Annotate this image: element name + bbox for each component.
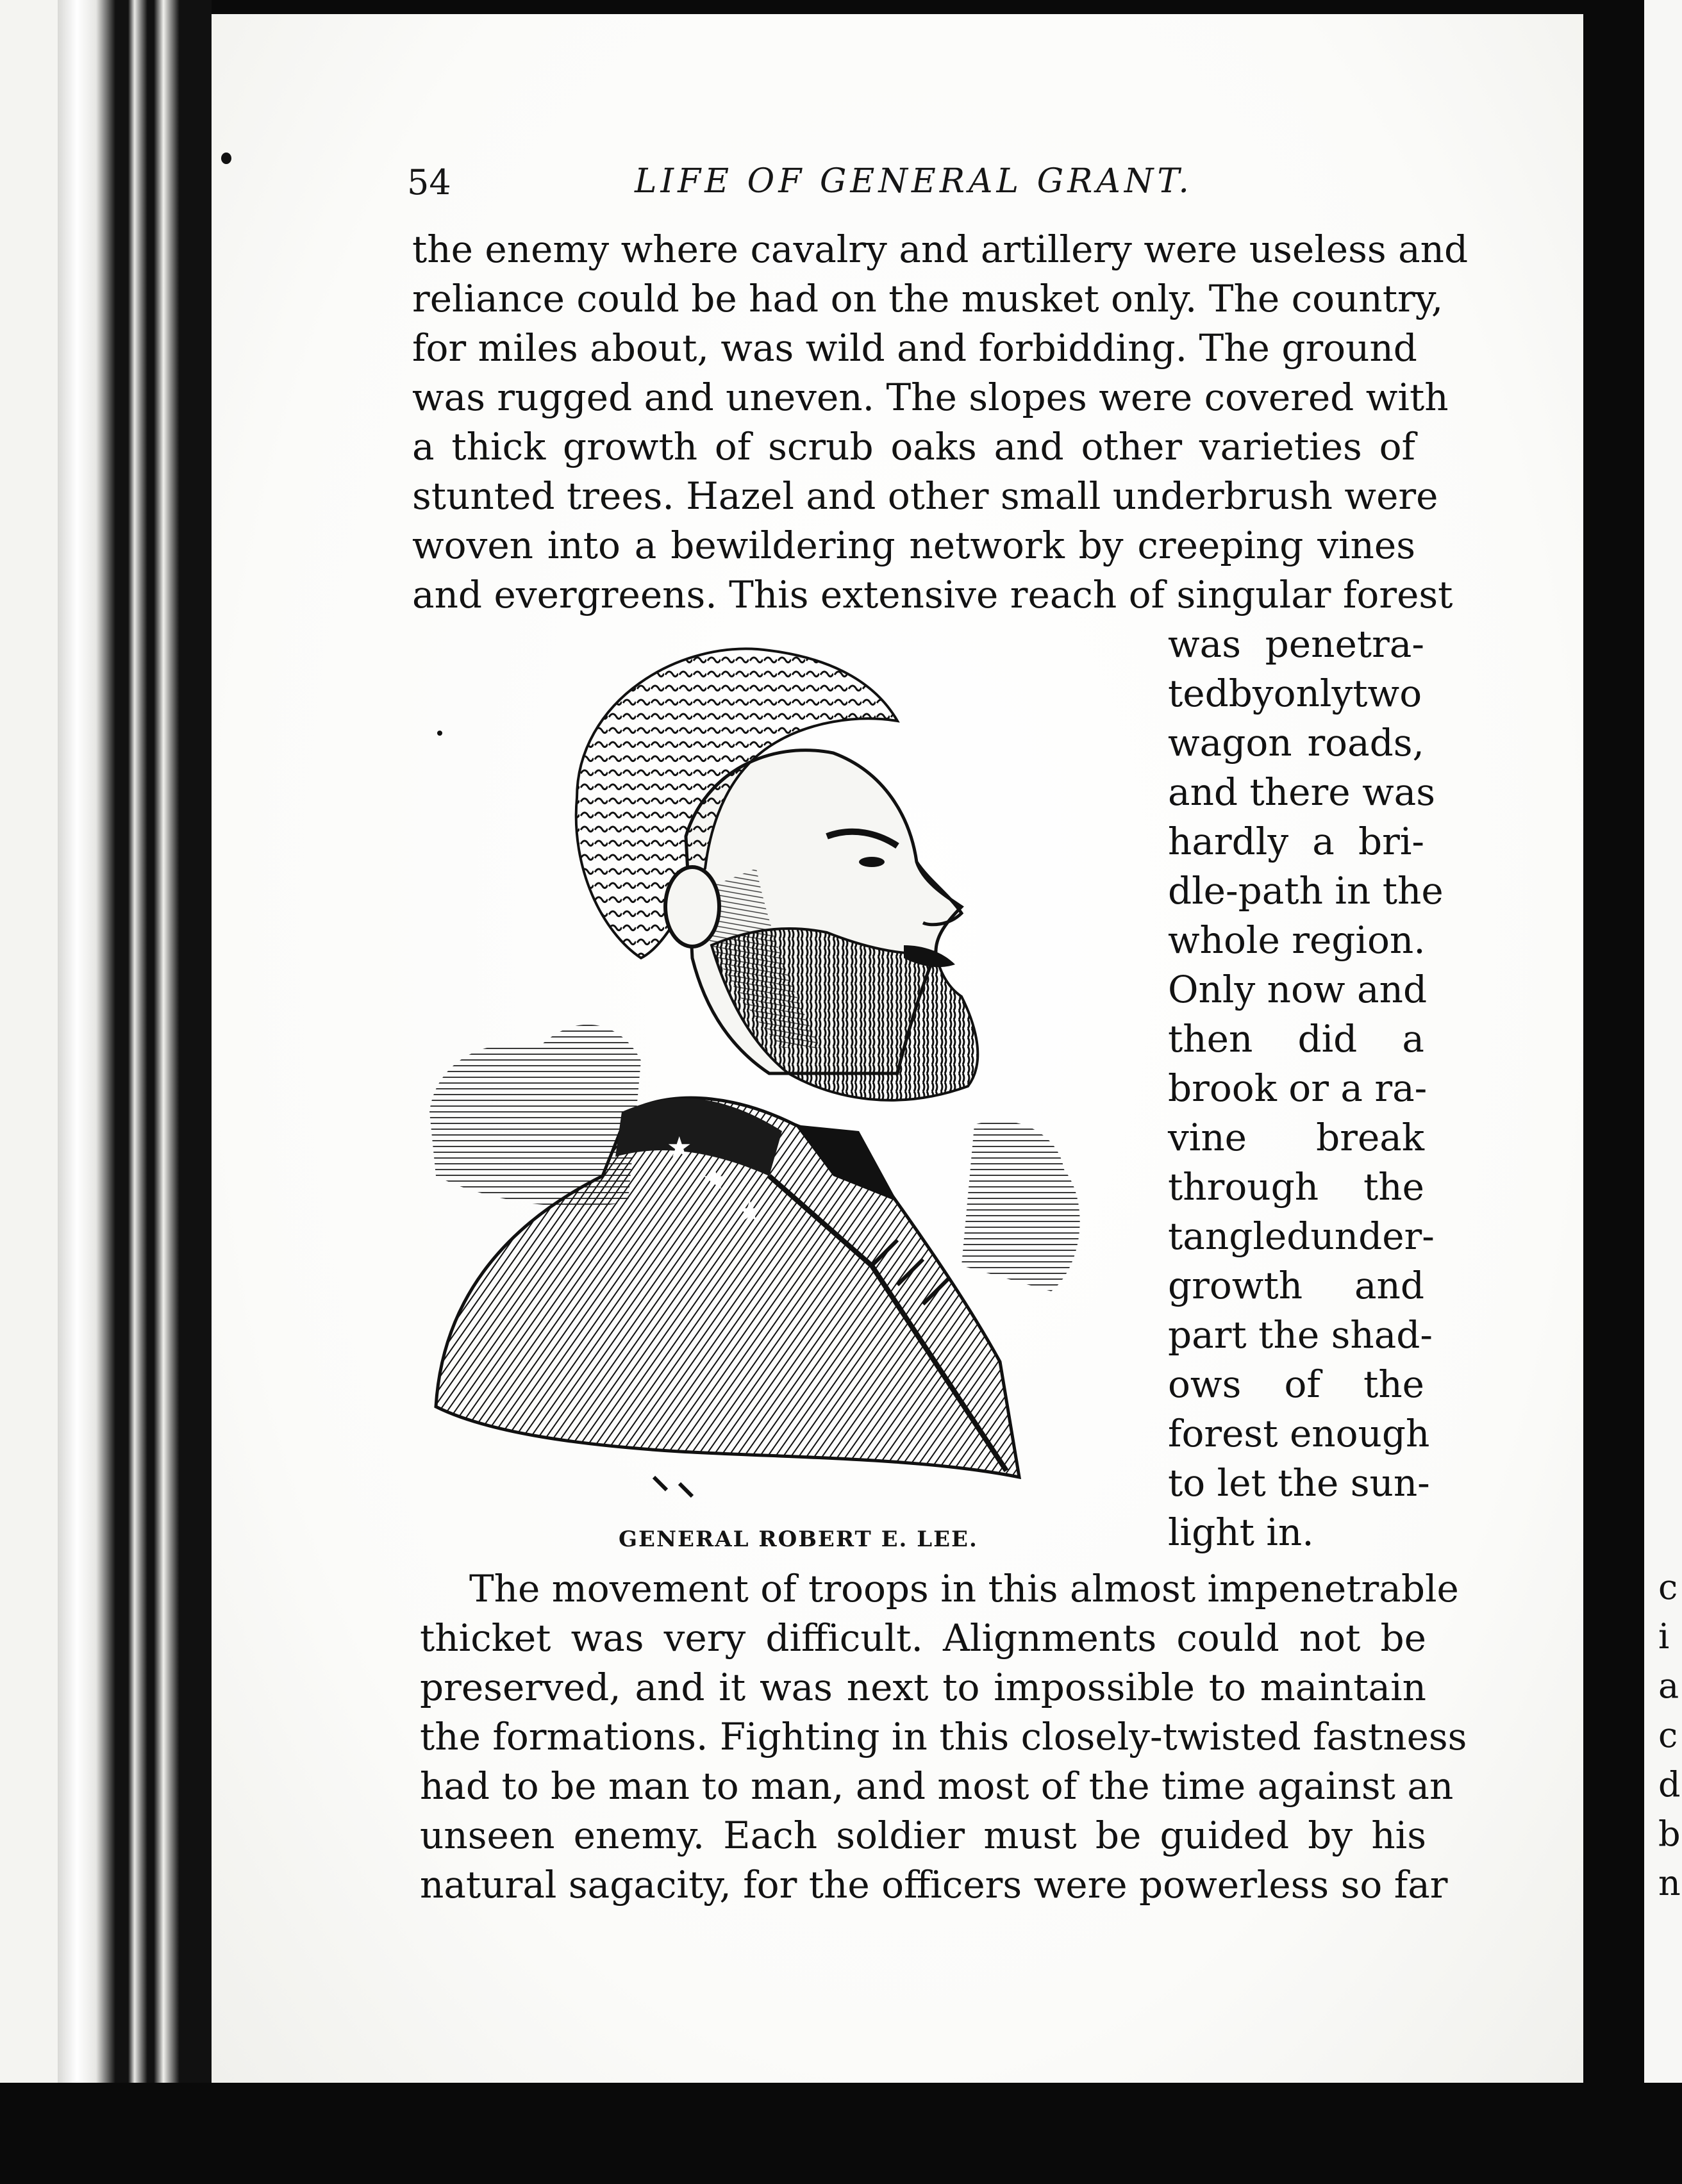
- collar-star-icon: ★: [737, 1195, 763, 1228]
- text-line: whole region.: [1168, 918, 1426, 962]
- text-line: to let the sun-: [1168, 1461, 1430, 1505]
- running-head: LIFE OF GENERAL GRANT.: [635, 162, 1193, 201]
- page-number: 54: [407, 162, 451, 203]
- text-line: tangledunder-: [1168, 1214, 1435, 1258]
- text-line: tedbyonlytwo: [1168, 672, 1422, 715]
- text-line: vine break: [1168, 1116, 1424, 1159]
- facing-page-strip: [1644, 0, 1682, 2184]
- text-line: through the: [1168, 1165, 1424, 1209]
- collar-star-icon: ★: [702, 1163, 728, 1196]
- facing-page-letter: i: [1658, 1616, 1670, 1657]
- book-spine-edge: [58, 0, 218, 2184]
- eye: [859, 857, 885, 867]
- text-line: unseen enemy. Each soldier must be guided by his: [420, 1814, 1426, 1857]
- text-line: light in.: [1168, 1510, 1314, 1554]
- text-line: part the shad-: [1168, 1313, 1433, 1357]
- text-line: reliance could be had on the musket only. The country,: [412, 277, 1444, 320]
- text-line: hardly a bri-: [1168, 820, 1424, 863]
- text-line: natural sagacity, for the officers were powerless so far: [420, 1863, 1448, 1907]
- facing-page-letter: a: [1658, 1666, 1679, 1706]
- text-line: ows of the: [1168, 1362, 1424, 1406]
- engraved-portrait: [410, 625, 1167, 1509]
- text-line: and there was: [1168, 770, 1435, 814]
- text-line: wagon roads,: [1168, 721, 1424, 765]
- facing-page-letter: c: [1658, 1567, 1678, 1607]
- scan-speck: [221, 153, 231, 164]
- text-line: The movement of troops in this almost impenetrable: [469, 1567, 1459, 1610]
- text-line: thicket was very difficult. Alignments could not be: [420, 1616, 1426, 1660]
- text-line: the formations. Fighting in this closely-twisted fastness: [420, 1715, 1467, 1758]
- collar-star-icon: ★: [667, 1131, 692, 1164]
- text-line: was penetra-: [1168, 622, 1424, 666]
- text-line: preserved, and it was next to impossible to maintain: [420, 1666, 1426, 1709]
- text-line: dle-path in the: [1168, 869, 1444, 913]
- text-line: stunted trees. Hazel and other small underbrush were: [412, 474, 1438, 518]
- facing-page-letter: b: [1658, 1814, 1681, 1854]
- text-line: for miles about, was wild and forbidding. The ground: [412, 326, 1417, 370]
- ear: [665, 867, 719, 947]
- facing-page-letter: d: [1658, 1764, 1681, 1805]
- text-line: and evergreens. This extensive reach of singular forest: [412, 573, 1453, 616]
- text-line: woven into a bewildering network by creeping vines: [412, 524, 1415, 567]
- page-header: [407, 157, 1381, 215]
- illustration-caption: GENERAL ROBERT E. LEE.: [619, 1526, 978, 1552]
- scan-bottom-border: [0, 2083, 1682, 2184]
- background-shading-right: [962, 1121, 1080, 1291]
- scan-top-border: [212, 0, 1583, 14]
- text-line: had to be man to man, and most of the time against an: [420, 1764, 1454, 1808]
- facing-page-letter: c: [1658, 1715, 1678, 1755]
- text-line: a thick growth of scrub oaks and other varieties of: [412, 425, 1415, 468]
- text-line: the enemy where cavalry and artillery were useless and: [412, 228, 1469, 271]
- text-line: Only now and: [1168, 968, 1428, 1011]
- facing-page-letter: n: [1658, 1863, 1681, 1903]
- text-line: forest enough: [1168, 1412, 1430, 1455]
- text-line: was rugged and uneven. The slopes were covered with: [412, 376, 1449, 419]
- text-line: then did a: [1168, 1017, 1424, 1061]
- text-line: growth and: [1168, 1264, 1424, 1307]
- text-line: brook or a ra-: [1168, 1066, 1428, 1110]
